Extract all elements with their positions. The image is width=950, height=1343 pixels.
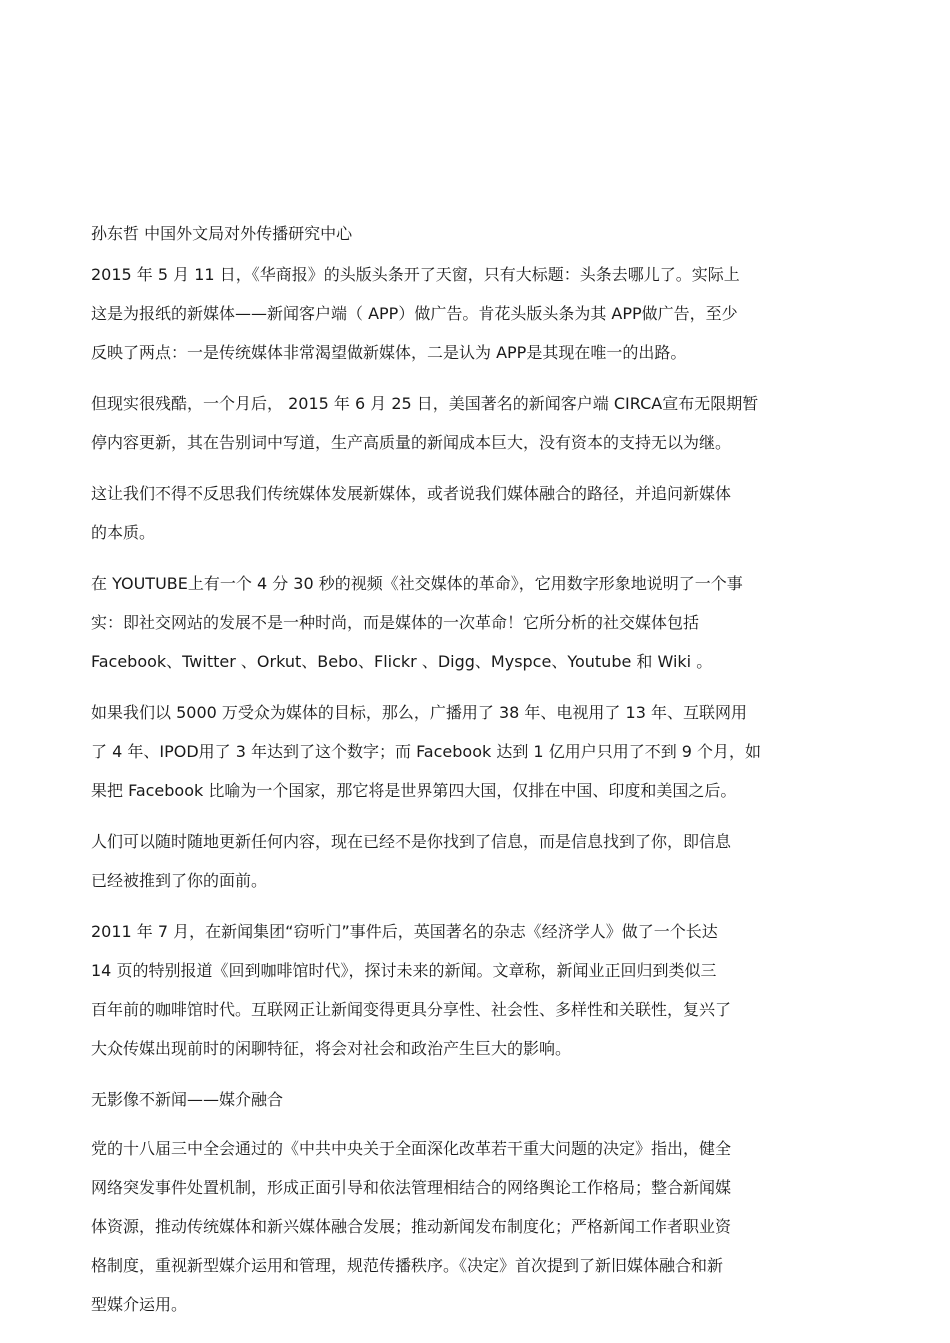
text-line: 2015 年 5 月 11 日，《华商报》的头版头条开了天窗，只有大标题：头条去哪儿了。实际上 [91, 265, 740, 284]
text-line: 网络突发事件处置机制，形成正面引导和依法管理相结合的网络舆论工作格局；整合新闻媒 [91, 1178, 732, 1197]
text-line: 反映了两点：一是传统媒体非常渴望做新媒体，二是认为 APP是其现在唯一的出路。 [91, 343, 687, 362]
text-line: 人们可以随时随地更新任何内容，现在已经不是你找到了信息，而是信息找到了你，即信息 [91, 832, 732, 851]
text-line: 的本质。 [91, 523, 156, 542]
text-line: 这让我们不得不反思我们传统媒体发展新媒体，或者说我们媒体融合的路径，并追问新媒体 [91, 484, 732, 503]
text-line: 如果我们以 5000 万受众为媒体的目标，那么，广播用了 38 年、电视用了 13 年、互联网用 [91, 703, 747, 722]
paragraph-3 [91, 474, 861, 552]
text-line: 果把 Facebook 比喻为一个国家，那它将是世界第四大国，仅排在中国、印度和美国之后。 [91, 781, 737, 800]
author-byline: 孙东哲 中国外文局对外传播研究中心 [91, 224, 353, 243]
text-line: 但现实很残酷，一个月后， 2015 年 6 月 25 日，美国著名的新闻客户端 CIRCA宣布无限期暂 [91, 394, 759, 413]
text-line: Facebook、Twitter 、Orkut、Bebo、Flickr 、Digg、Myspce、Youtube 和 Wiki 。 [91, 652, 713, 671]
paragraph-2 [91, 384, 861, 462]
paragraph-6 [91, 822, 861, 900]
paragraph-7 [91, 912, 861, 1068]
text-line: 14 页的特别报道《回到咖啡馆时代》，探讨未来的新闻。文章称，新闻业正回归到类似三 [91, 961, 717, 980]
text-line: 了 4 年、IPOD用了 3 年达到了这个数字；而 Facebook 达到 1 亿用户只用了不到 9 个月，如 [91, 742, 762, 761]
text-line: 党的十八届三中全会通过的《中共中央关于全面深化改革若干重大问题的决定》指出，健全 [91, 1139, 732, 1158]
paragraph-4 [91, 564, 861, 681]
document-page [91, 214, 861, 1336]
section-heading: 无影像不新闻——媒介融合 [91, 1090, 284, 1109]
text-line: 型媒介运用。 [91, 1295, 188, 1314]
text-line: 这是为报纸的新媒体——新闻客户端（ APP）做广告。肯花头版头条为其 APP做广告，至少 [91, 304, 738, 323]
text-line: 百年前的咖啡馆时代。互联网正让新闻变得更具分享性、社会性、多样性和关联性，复兴了 [91, 1000, 732, 1019]
text-line: 2011 年 7 月，在新闻集团“窃听门”事件后，英国著名的杂志《经济学人》做了一个长达 [91, 922, 718, 941]
text-line: 格制度，重视新型媒介运用和管理，规范传播秩序。《决定》首次提到了新旧媒体融合和新 [91, 1256, 724, 1275]
text-line: 在 YOUTUBE上有一个 4 分 30 秒的视频《社交媒体的革命》，它用数字形象地说明了一个事 [91, 574, 743, 593]
paragraph-1 [91, 255, 861, 372]
text-line: 实：即社交网站的发展不是一种时尚，而是媒体的一次革命！它所分析的社交媒体包括 [91, 613, 700, 632]
closing-paragraph [91, 1129, 861, 1324]
text-line: 停内容更新，其在告别词中写道，生产高质量的新闻成本巨大，没有资本的支持无以为继。 [91, 433, 732, 452]
text-line: 体资源，推动传统媒体和新兴媒体融合发展；推动新闻发布制度化；严格新闻工作者职业资 [91, 1217, 732, 1236]
text-line: 已经被推到了你的面前。 [91, 871, 268, 890]
text-line: 大众传媒出现前时的闲聊特征，将会对社会和政治产生巨大的影响。 [91, 1039, 572, 1058]
paragraph-5 [91, 693, 861, 810]
